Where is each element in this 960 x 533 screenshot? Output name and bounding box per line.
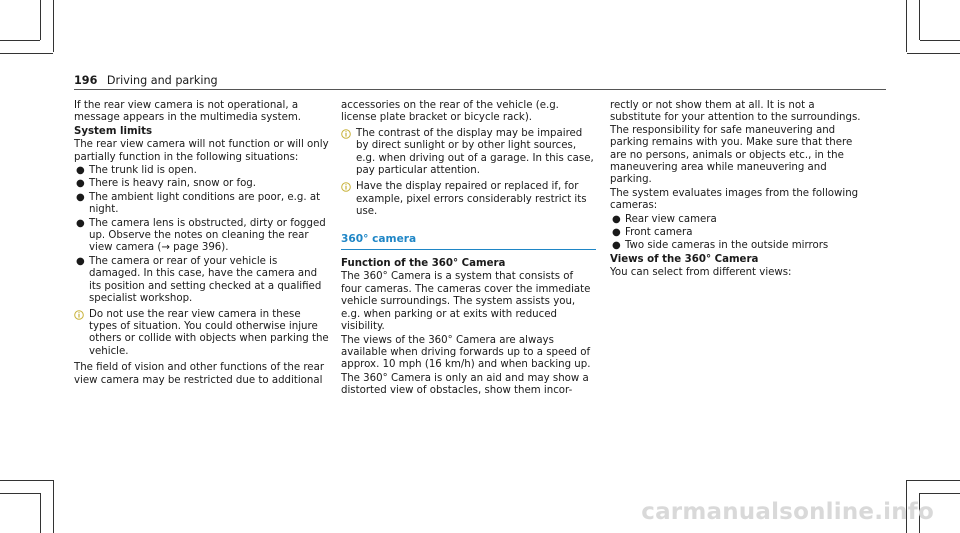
crop-mark (907, 480, 960, 481)
crop-mark (53, 0, 54, 52)
body-paragraph: The views of the 360° Camera are always available when driving forwards up to a speed of approx. 10 mph (16 km/h) and when backing up. (341, 334, 591, 371)
bullet-icon: ● (76, 255, 85, 267)
lead-paragraph: The system evaluates images from the following cameras: (610, 187, 859, 212)
crop-mark (920, 40, 960, 41)
crop-mark (907, 53, 960, 54)
column-1 (74, 100, 329, 388)
section-title: 360° camera (341, 233, 596, 250)
views-heading: Views of the 360° Camera (610, 253, 759, 265)
continued-paragraph: rectly or not show them at all. It is not a substitute for your attention to the surroundings. The responsibility for safe maneuvering and parking remains with you. Make sure that there are no persons, animals or objects etc., in the maneuvering area while maneuvering and parking. (610, 100, 861, 186)
header-rule (74, 89, 886, 90)
body-paragraph: You can select from different views: (610, 267, 792, 279)
page-header (74, 74, 218, 87)
chapter-title: Driving and parking (106, 74, 218, 87)
list-item: ● The camera lens is obstructed, dirty or fogged up. Observe the notes on cleaning the rear view camera (→ page 396). (76, 217, 326, 254)
situations-list (74, 165, 329, 305)
lead-paragraph: The rear view camera will not function or will only partially function in the following situations: (74, 139, 329, 163)
crop-mark (0, 493, 40, 494)
list-item: ● There is heavy rain, snow or fog. (76, 178, 257, 190)
list-item: ● The trunk lid is open. (76, 165, 197, 177)
info-icon (341, 182, 351, 192)
list-item: ● Two side cameras in the outside mirrors (612, 240, 829, 252)
info-icon (341, 129, 351, 139)
bullet-icon: ● (612, 240, 621, 252)
system-limits-heading: System limits (74, 125, 153, 137)
crop-mark (53, 480, 54, 533)
bullet-icon: ● (612, 227, 621, 239)
crop-mark (40, 0, 41, 40)
bullet-icon: ● (76, 217, 85, 229)
bullet-icon: ● (76, 178, 85, 190)
outro-paragraph: The field of vision and other functions of the rear view camera may be restricted due to additional (74, 362, 325, 386)
crop-mark (920, 493, 960, 494)
info-note: Have the display repaired or replaced if, for example, pixel errors considerably restrict its use. (341, 181, 596, 218)
list-item: ● Rear view camera (612, 213, 717, 225)
body-paragraph: The 360° Camera is a system that consists of four cameras. The cameras cover the immediate vehicle surroundings. The system assists you, e.g. when parking or at exits with reduced visibility. (341, 271, 591, 333)
list-item: ● Front camera (612, 227, 693, 239)
info-icon (74, 310, 84, 320)
cameras-list (610, 214, 865, 253)
info-note: The contrast of the display may be impaired by direct sunlight or by other light sources, e.g. when driving out of a garage. In this case, pay particular attention. (341, 128, 596, 178)
function-heading: Function of the 360° Camera (341, 258, 506, 270)
intro-paragraph: If the rear view camera is not operational, a message appears in the multimedia system. (74, 100, 302, 124)
bullet-icon: ● (612, 213, 621, 225)
crop-mark (906, 0, 907, 52)
body-paragraph: The 360° Camera is only an aid and may show a distorted view of obstacles, show them incor- (341, 372, 589, 397)
page-number: 196 (74, 74, 98, 87)
info-note: Do not use the rear view camera in these types of situation. You could otherwise injure others or collide with objects when parking the vehicle. (74, 309, 329, 359)
crop-mark (40, 493, 41, 533)
column-2 (341, 100, 596, 399)
crop-mark (0, 40, 40, 41)
crop-mark (919, 0, 920, 40)
crop-mark (0, 53, 53, 54)
continued-paragraph: accessories on the rear of the vehicle (e.g. license plate bracket or bicycle rack). (341, 100, 559, 124)
watermark: carmanualsonline.info (641, 499, 934, 525)
crop-mark (0, 480, 53, 481)
bullet-icon: ● (76, 165, 85, 177)
column-3 (610, 100, 865, 281)
bullet-icon: ● (76, 191, 85, 203)
list-item: ● The ambient light conditions are poor, e.g. at night. (76, 191, 321, 216)
list-item: ● The camera or rear of your vehicle is damaged. In this case, have the camera and its position and setting checked at a qualified specialist workshop. (76, 255, 322, 305)
